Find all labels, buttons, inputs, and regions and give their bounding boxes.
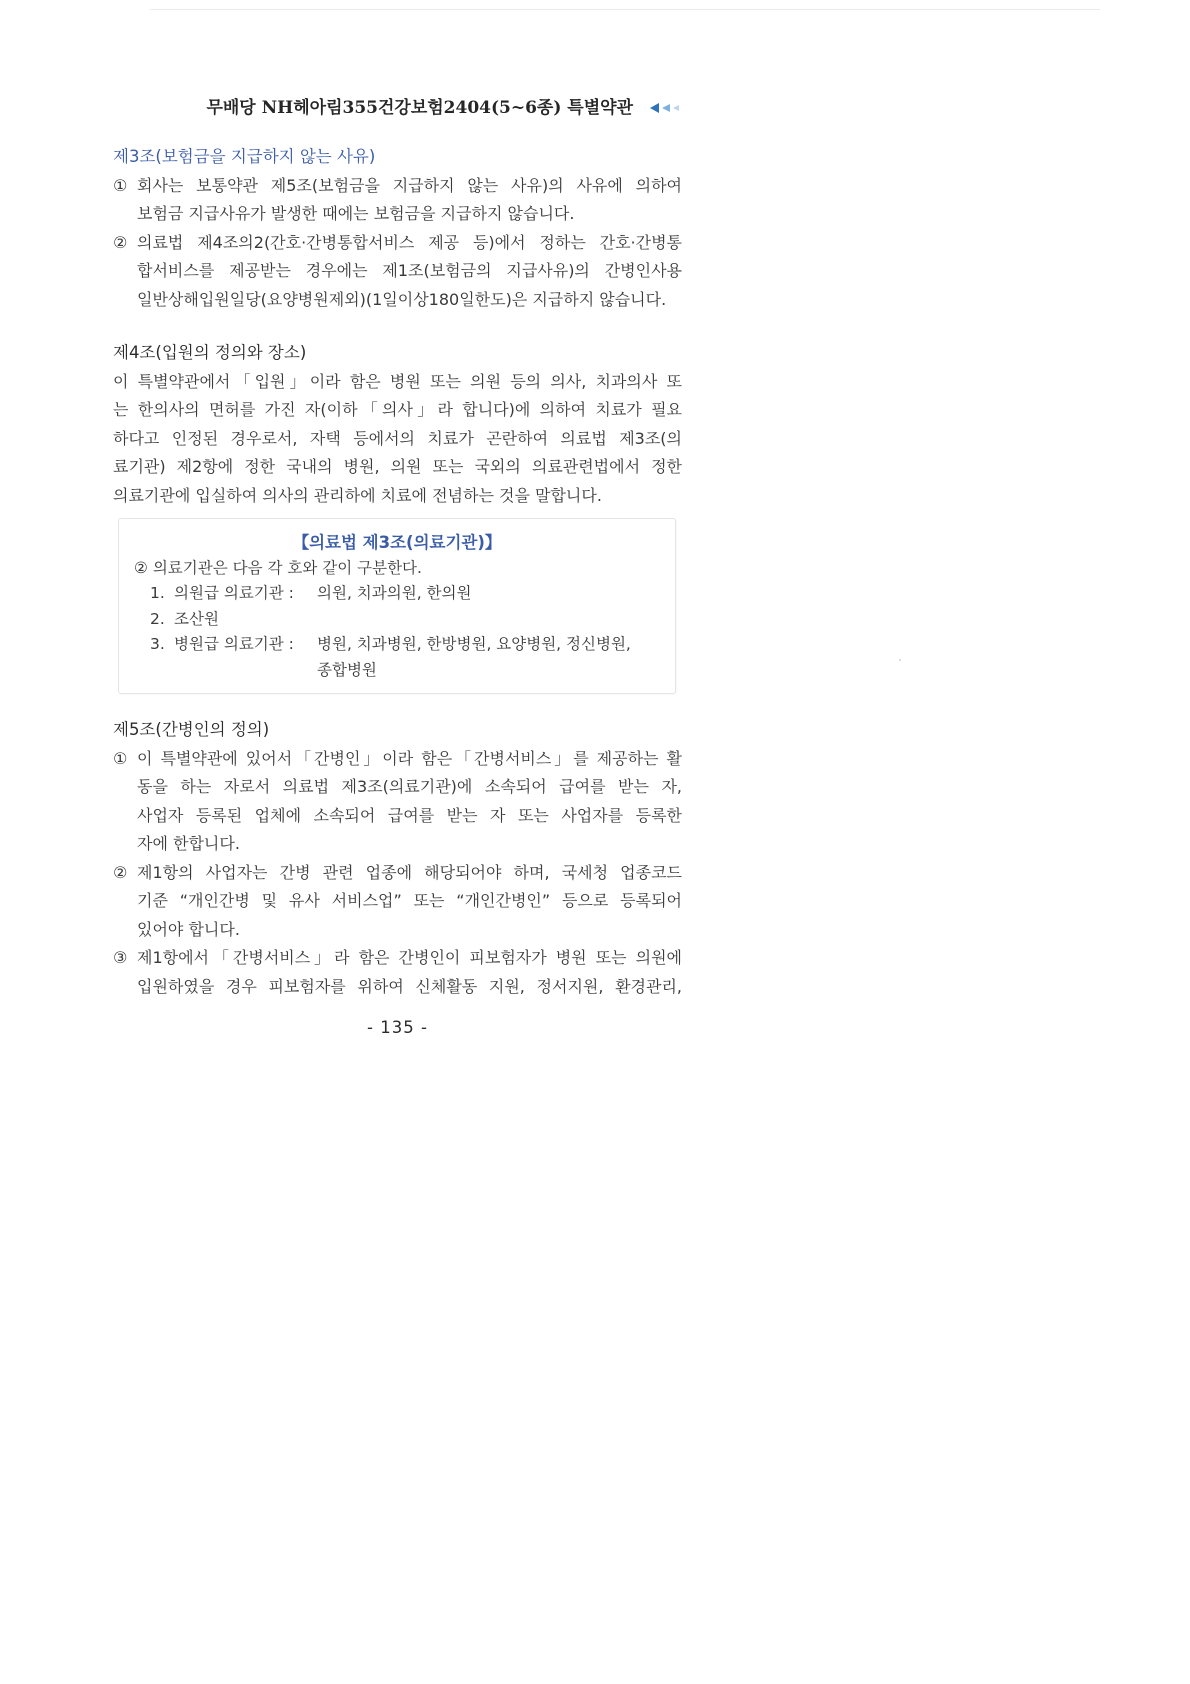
article-5-section (113, 716, 682, 1001)
text-line: 이 특별약관에서「입원」이라 함은 병원 또는 의원 등의 의사, 치과의사 또 (113, 371, 682, 391)
page-number: - 135 - (367, 1018, 428, 1037)
item-marker: ① (113, 175, 128, 195)
arrow-left-icon (650, 103, 659, 113)
text-line: 합서비스를 제공받는 경우에는 제1조(보험금의 지급사유)의 간병인사용 (137, 261, 682, 280)
article-5-item-3 (113, 944, 682, 1001)
page-header (113, 96, 682, 120)
entry-number: 2. (150, 609, 165, 628)
reference-entry (119, 632, 675, 683)
text-line: 제1항에서「간병서비스」라 함은 간병인이 피보험자가 병원 또는 의원에 (137, 948, 682, 967)
text-line: 료기관) 제2항에 정한 국내의 병원, 의원 또는 국외의 의료관련법에서 정한 (113, 457, 682, 476)
article-3-item-2 (113, 229, 682, 315)
text-line: 이 특별약관에 있어서「간병인」이라 함은「간병서비스」를 제공하는 활 (137, 748, 682, 768)
item-marker: ② (113, 232, 128, 252)
scan-speck (899, 659, 901, 661)
text-line: 동을 하는 자로서 의료법 제3조(의료기관)에 소속되어 급여를 받는 자, (137, 777, 682, 796)
article-5-heading: 제5조(간병인의 정의) (113, 720, 270, 739)
reference-entry (119, 581, 675, 607)
entry-value: 병원, 치과병원, 한방병원, 요양병원, 정신병원, (317, 635, 631, 654)
article-3-heading: 제3조(보험금을 지급하지 않는 사유) (113, 147, 376, 166)
arrow-left-icon (662, 104, 670, 112)
entry-value: 의원, 치과의원, 한의원 (317, 584, 472, 603)
arrow-left-icon (673, 105, 679, 111)
article-5-item-1 (113, 745, 682, 859)
entry-number: 3. (150, 635, 165, 654)
triple-left-arrow-icon (650, 103, 682, 113)
text-line: 입원하였을 경우 피보험자를 위하여 신체활동 지원, 정서지원, 환경관리, (137, 976, 682, 996)
reference-entry (119, 607, 675, 633)
text-line: 있어야 합니다. (137, 919, 240, 939)
article-4-section (113, 339, 682, 510)
text-line: 하다고 인정된 경우로서, 자택 등에서의 치료가 곤란하여 의료법 제3조(의 (113, 428, 682, 448)
text-line: 제1항의 사업자는 간병 관련 업종에 해당되어야 하며, 국세청 업종코드 (137, 862, 682, 882)
scan-edge-line (150, 9, 1100, 10)
article-3-item-1 (113, 172, 682, 229)
text-line: 일반상해입원일당(요양병원제외)(1일이상180일한도)은 지급하지 않습니다. (137, 289, 667, 309)
text-line: 보험금 지급사유가 발생한 때에는 보험금을 지급하지 않습니다. (137, 204, 575, 223)
text-line: 사업자 등록된 업체에 소속되어 급여를 받는 자 또는 사업자를 등록한 (137, 805, 682, 825)
text-line: 의료법 제4조의2(간호·간병통합서비스 제공 등)에서 정하는 간호·간병통 (137, 232, 682, 252)
entry-label: 병원급 의료기관 : (174, 635, 294, 654)
entry-label: 조산원 (174, 609, 219, 628)
reference-box-title: 【의료법 제3조(의료기관)】 (292, 533, 502, 552)
entry-label: 의원급 의료기관 : (174, 584, 294, 603)
item-marker: ② (113, 862, 128, 882)
entry-value: 종합병원 (317, 660, 377, 679)
entry-number: 1. (150, 584, 165, 603)
item-marker: ③ (113, 948, 128, 967)
reference-box (118, 518, 676, 694)
article-3-section (113, 143, 682, 314)
article-5-item-2 (113, 859, 682, 945)
reference-box-intro: ② 의료기관은 다음 각 호와 같이 구분한다. (134, 558, 422, 577)
text-line: 기준 “개인간병 및 유사 서비스업” 또는 “개인간병인” 등으로 등록되어 (137, 891, 682, 910)
text-line: 는 한의사의 면허를 가진 자(이하「의사」라 합니다)에 의하여 치료가 필요 (113, 400, 682, 419)
page-title: 무배당 NH헤아림355건강보험2404(5~6종) 특별약관 (206, 98, 633, 118)
text-line: 자에 한합니다. (137, 834, 240, 853)
text-line: 의료기관에 입실하여 의사의 관리하에 치료에 전념하는 것을 말합니다. (113, 485, 602, 505)
text-line: 회사는 보통약관 제5조(보험금을 지급하지 않는 사유)의 사유에 의하여 (137, 175, 682, 195)
article-4-heading: 제4조(입원의 정의와 장소) (113, 343, 307, 362)
item-marker: ① (113, 748, 128, 768)
